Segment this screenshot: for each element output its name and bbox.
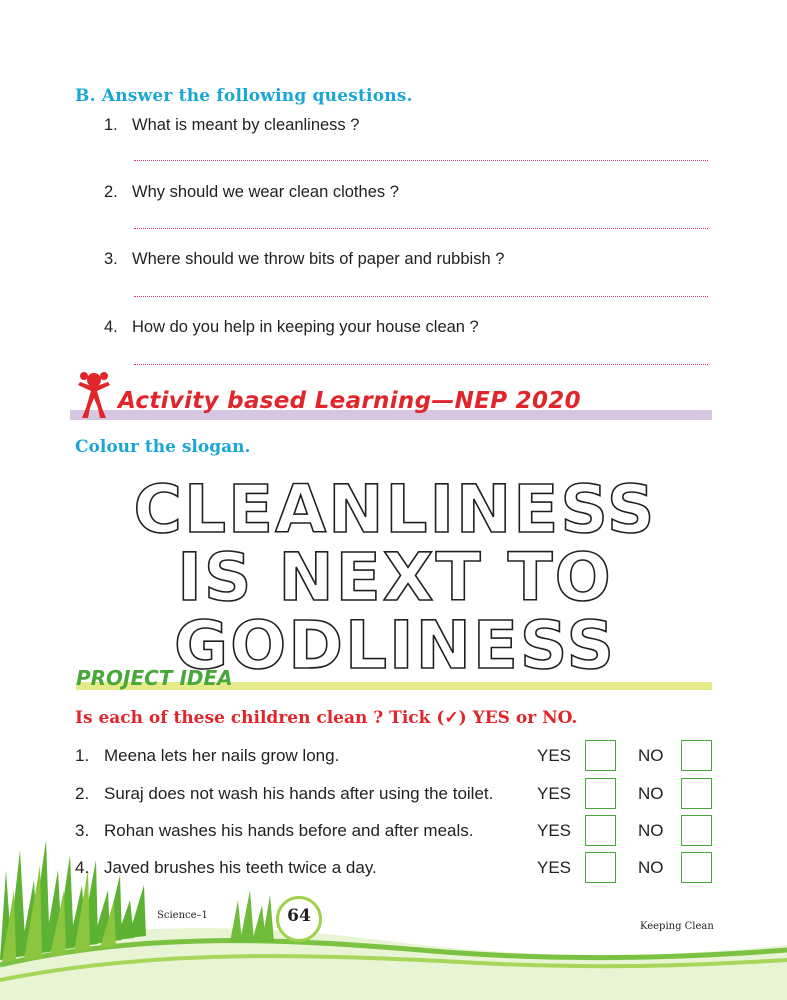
statement-number: 2. (75, 784, 90, 803)
question-1 (104, 116, 359, 135)
slogan-outline (100, 470, 690, 675)
question-number: 4. (104, 318, 118, 336)
colour-instruction: Colour the slogan. (75, 437, 251, 457)
statement-number: 3. (75, 821, 90, 840)
page-number: 64 (287, 906, 311, 926)
girl-mascot-icon (72, 370, 116, 420)
answer-line-1[interactable] (134, 160, 708, 161)
question-text: What is meant by cleanliness ? (132, 116, 360, 134)
question-number: 2. (104, 183, 118, 201)
slogan-line-2[interactable]: IS NEXT TO (177, 539, 613, 616)
statement-text: Javed brushes his teeth twice a day. (104, 858, 377, 877)
yes-label: YES (537, 821, 572, 840)
answer-line-2[interactable] (134, 228, 708, 229)
question-text: How do you help in keeping your house clean ? (132, 318, 479, 336)
slogan-line-3[interactable]: GODLINESS (173, 607, 617, 675)
question-text: Where should we throw bits of paper and rubbish ? (132, 250, 505, 268)
no-checkbox[interactable] (681, 740, 712, 771)
slogan-line-1[interactable]: CLEANLINESS (133, 471, 657, 548)
question-number: 1. (104, 116, 118, 134)
statement-number: 4. (75, 858, 90, 877)
question-2 (104, 183, 399, 202)
no-checkbox[interactable] (681, 778, 712, 809)
no-label: NO (638, 821, 664, 840)
question-number: 3. (104, 250, 118, 268)
no-label: NO (638, 784, 664, 803)
yes-label: YES (537, 784, 572, 803)
answer-line-4[interactable] (134, 364, 708, 365)
answer-line-3[interactable] (134, 296, 708, 297)
activity-title: Activity based Learning—NEP 2020 (118, 388, 581, 414)
question-3 (104, 250, 504, 269)
no-label: NO (638, 746, 664, 765)
statement-row (75, 778, 725, 810)
no-checkbox[interactable] (681, 852, 712, 883)
statement-text: Rohan washes his hands before and after meals. (104, 821, 474, 840)
footer-chapter-title: Keeping Clean (640, 921, 714, 932)
question-text: Why should we wear clean clothes ? (132, 183, 399, 201)
statement-text: Suraj does not wash his hands after using the toilet. (104, 784, 494, 803)
tick-question: Is each of these children clean ? Tick (✓) YES or NO. (75, 708, 578, 728)
project-title: PROJECT IDEA (76, 666, 233, 690)
yes-checkbox[interactable] (585, 778, 616, 809)
no-label: NO (638, 858, 664, 877)
yes-label: YES (537, 746, 572, 765)
statement-row (75, 740, 725, 772)
statement-text: Meena lets her nails grow long. (104, 746, 340, 765)
footer-book-title: Science–1 (157, 910, 208, 921)
statement-number: 1. (75, 746, 90, 765)
question-4 (104, 318, 479, 337)
section-b-heading: B. Answer the following questions. (75, 86, 413, 106)
yes-checkbox[interactable] (585, 852, 616, 883)
yes-label: YES (537, 858, 572, 877)
yes-checkbox[interactable] (585, 740, 616, 771)
statement-row (75, 852, 725, 884)
